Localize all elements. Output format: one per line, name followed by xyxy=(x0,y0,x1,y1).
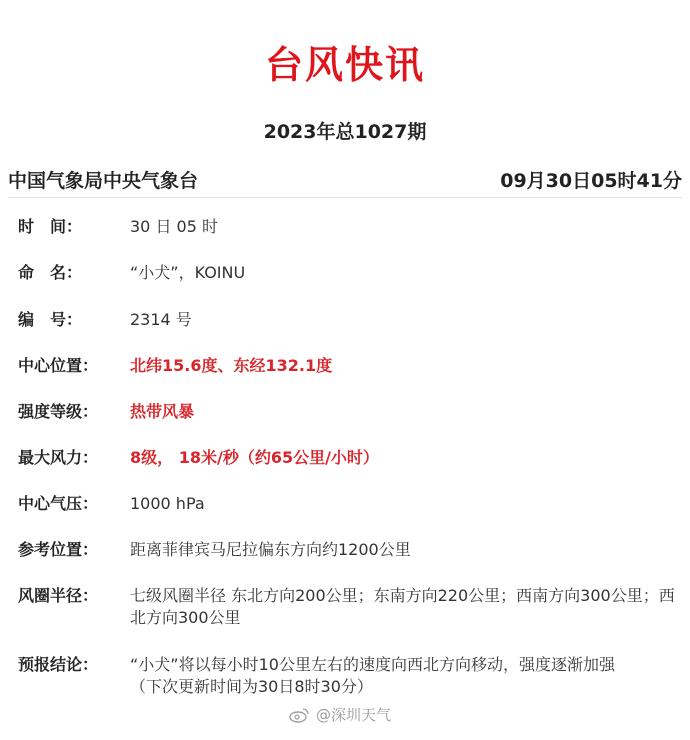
divider xyxy=(8,197,682,198)
field-label: 强度等级： xyxy=(18,402,99,421)
watermark xyxy=(288,704,391,725)
field-label: 中心位置： xyxy=(18,356,99,375)
forecast-text: “小犬”将以每小时10公里左右的速度向西北方向移动，强度逐渐加强 xyxy=(130,655,615,674)
field-value: 8级， 18米/秒（约65公里/小时） xyxy=(130,448,379,467)
field-label: 参考位置： xyxy=(18,540,99,559)
field-label: 时 间： xyxy=(18,217,83,236)
field-label: 中心气压： xyxy=(18,494,99,513)
field-number xyxy=(18,309,676,331)
field-name xyxy=(18,262,676,284)
page-title: 台风快讯 xyxy=(264,43,425,87)
weibo-icon xyxy=(288,707,310,723)
next-update-note: （下次更新时间为30日8时30分） xyxy=(130,677,373,696)
issue-number: 2023年总1027期 xyxy=(263,121,427,143)
field-value xyxy=(130,654,676,698)
field-pressure xyxy=(18,493,676,515)
field-value: 1000 hPa xyxy=(130,494,205,513)
agency-name: 中国气象局中央气象台 xyxy=(8,169,199,192)
field-label: 风圈半径： xyxy=(18,586,99,605)
issue-datetime: 09月30日05时41分 xyxy=(500,169,682,192)
field-wind-radius xyxy=(18,585,676,629)
field-time xyxy=(18,216,676,238)
header-row xyxy=(8,163,682,195)
field-forecast xyxy=(18,654,676,698)
field-label: 最大风力： xyxy=(18,448,99,467)
field-value: 七级风圈半径 东北方向200公里；东南方向220公里；西南方向300公里；西北方向300公里 xyxy=(130,586,675,627)
field-reference-position xyxy=(18,539,676,561)
watermark-text: @深圳天气 xyxy=(316,706,392,724)
field-value: 热带风暴 xyxy=(130,402,195,421)
field-value: “小犬”，KOINU xyxy=(130,263,246,282)
field-label: 编 号： xyxy=(18,310,83,329)
field-label: 预报结论： xyxy=(18,655,99,674)
field-value: 30 日 05 时 xyxy=(130,217,218,236)
field-center-position xyxy=(18,355,676,377)
field-value: 距离菲律宾马尼拉偏东方向约1200公里 xyxy=(130,540,411,559)
field-intensity xyxy=(18,401,676,423)
field-max-wind xyxy=(18,447,676,469)
field-label: 命 名： xyxy=(18,263,83,282)
field-value: 2314 号 xyxy=(130,310,192,329)
field-value: 北纬15.6度、东经132.1度 xyxy=(130,356,333,375)
